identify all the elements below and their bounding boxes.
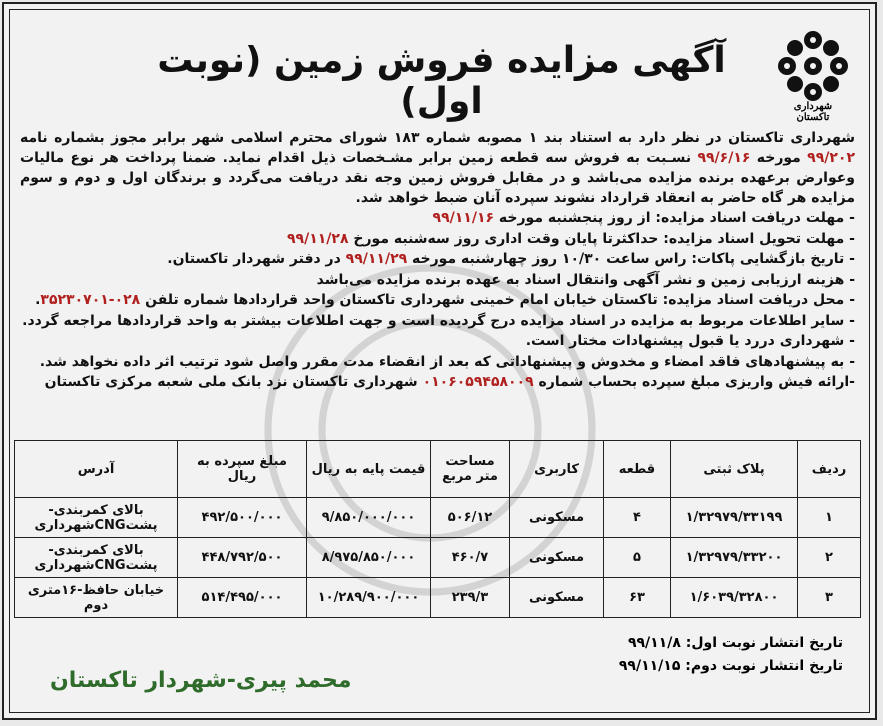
cell-plate: ۱/۶۰۳۹/۳۲۸۰۰ (671, 578, 798, 618)
table-header-row (15, 441, 861, 498)
intro-part1: شهرداری تاکستان در نظر دارد به استناد بند ۱ مصوبه شماره ۱۸۳ شورای محترم اسلامی شهر برابر مجوز بشماره نامه (20, 130, 855, 146)
letter-date: ۹۹/۶/۱۶ (697, 150, 751, 166)
cell-usage: مسکونی (510, 538, 604, 578)
conditions-list (20, 208, 855, 393)
second-pub-label: تاریخ انتشار نوبت دوم: (680, 658, 843, 674)
cell-plate: ۱/۳۲۹۷۹/۳۳۱۹۹ (671, 498, 798, 538)
item-after: در دفتر شهردار تاکستان. (167, 251, 346, 267)
first-publication (619, 632, 843, 655)
cell-plate: ۱/۳۲۹۷۹/۳۳۲۰۰ (671, 538, 798, 578)
col-header-deposit: مبلغ سپرده به ریال (178, 441, 307, 498)
table-row (15, 498, 861, 538)
col-header-row-no: ردیف (798, 441, 861, 498)
land-table (14, 440, 861, 618)
list-item (20, 249, 855, 270)
cell-area: ۴۶۰/۷ (431, 538, 510, 578)
item-highlight: ۹۹/۱۱/۲۹ (345, 251, 408, 267)
item-highlight: ۰۱۰۶۰۵۹۴۵۸۰۰۹ (422, 374, 534, 390)
intro-part3: نسـبت به فروش سه قطعه زمین برابر مشـخصات ذیل اقدام نماید. ضمنا پرداخت هر نوع مالیات وعوارض برعهده برنده مزایده می‌باشد و در مقابل فروش زمین وجه نقد دریافت می‌گردد و برندگان اول و دوم و سوم مزایده هر گاه حاضر به انعقاد قرارداد نشوند سپرده آنان ضبط خواهد شد. (20, 150, 855, 206)
cell-row-no: ۱ (798, 498, 861, 538)
cell-area: ۲۳۹/۳ (431, 578, 510, 618)
municipality-logo-icon (773, 26, 853, 106)
item-text: - مهلت دریافت اسناد مزایده: از روز پنجشنبه مورخه (494, 210, 855, 226)
ad-title: آگهی مزایده فروش زمین (نوبت اول) (157, 40, 726, 122)
cell-base-price: ۱۰/۲۸۹/۹۰۰/۰۰۰ (307, 578, 431, 618)
cell-base-price: ۹/۸۵۰/۰۰۰/۰۰۰ (307, 498, 431, 538)
item-text: - به پیشنهادهای فاقد امضاء و مخدوش و پیشنهاداتی که بعد از انقضاء مدت مقرر واصل شود ترتیب اثر داده نخواهد شد. (39, 353, 855, 370)
item-after: شهرداری تاکستان نزد بانک ملی شعبه مرکزی تاکستان (44, 374, 423, 390)
cell-deposit: ۴۹۲/۵۰۰/۰۰۰ (178, 498, 307, 538)
intro-part2: مورخه (750, 150, 808, 166)
cell-area: ۵۰۶/۱۲ (431, 498, 510, 538)
second-publication (619, 655, 843, 678)
cell-address: بالای کمربندی-پشتCNGشهرداری (15, 498, 178, 538)
ad-body (20, 128, 855, 393)
cell-address: خیابان حافظ-۱۶متری دوم (15, 578, 178, 618)
letter-number: ۹۹/۲۰۲ (807, 150, 855, 166)
col-header-plate: پلاک ثبتی (671, 441, 798, 498)
table-row (15, 538, 861, 578)
cell-row-no: ۲ (798, 538, 861, 578)
item-text: - مهلت تحویل اسناد مزایده: حداکثرتا پایان وقت اداری روز سه‌شنبه مورخ (348, 230, 855, 247)
first-pub-date: ۹۹/۱۱/۸ (627, 635, 681, 651)
item-text: - شهرداری دررد یا قبول پیشنهادات مختار است. (525, 333, 855, 349)
item-highlight: ۰۲۸-۳۵۲۳۰۷۰۱ (40, 292, 141, 308)
col-header-area: مساحت متر مربع (431, 441, 510, 498)
col-header-address: آدرس (15, 441, 178, 498)
mayor-signature: محمد پیری-شهردار تاکستان (50, 668, 352, 693)
item-text: - محل دریافت اسناد مزایده: تاکستان خیابان امام خمینی شهرداری تاکستان واحد قراردادها شماره تلفن (140, 292, 855, 308)
list-item (20, 229, 855, 250)
cell-row-no: ۳ (798, 578, 861, 618)
list-item (20, 372, 855, 393)
cell-plot: ۵ (604, 538, 671, 578)
cell-address: بالای کمربندی-پشتCNGشهرداری (15, 538, 178, 578)
item-highlight: ۹۹/۱۱/۲۸ (287, 230, 349, 247)
list-item (20, 331, 855, 352)
intro-paragraph (20, 128, 855, 208)
cell-deposit: ۴۴۸/۷۹۲/۵۰۰ (178, 538, 307, 578)
item-highlight: ۹۹/۱۱/۱۶ (432, 210, 495, 226)
col-header-usage: کاربری (510, 441, 604, 498)
item-after: . (35, 292, 41, 308)
item-text: - سایر اطلاعات مربوط به مزایده در اسناد مزایده درج گردیده است و جهت اطلاعات بیشتر به واحد قراردادها مراجعه گردد. (22, 312, 855, 329)
list-item (20, 352, 855, 373)
item-text: -ارائه فیش واریزی مبلغ سپرده بحساب شماره (533, 374, 855, 390)
cell-base-price: ۸/۹۷۵/۸۵۰/۰۰۰ (307, 538, 431, 578)
cell-usage: مسکونی (510, 578, 604, 618)
col-header-base-price: قیمت پایه به ریال (307, 441, 431, 498)
logo-caption: شهرداری تاکستان (793, 101, 833, 123)
list-item (20, 311, 855, 332)
cell-plot: ۴ (604, 498, 671, 538)
cell-plot: ۶۳ (604, 578, 671, 618)
table-row (15, 578, 861, 618)
publication-dates (619, 632, 843, 678)
item-text: - هزینه ارزیابی زمین و نشر آگهی وانتقال اسناد به عهده برنده مزایده می‌باشد (316, 271, 855, 288)
cell-usage: مسکونی (510, 498, 604, 538)
col-header-plot: قطعه (604, 441, 671, 498)
list-item (20, 270, 855, 291)
cell-deposit: ۵۱۴/۴۹۵/۰۰۰ (178, 578, 307, 618)
first-pub-label: تاریخ انتشار نوبت اول: (680, 635, 843, 651)
second-pub-date: ۹۹/۱۱/۱۵ (618, 658, 681, 674)
item-text: - تاریخ بازگشایی پاکات: راس ساعت ۱۰/۳۰ روز چهارشنبه مورخه (407, 251, 855, 267)
list-item (20, 208, 855, 229)
list-item (20, 290, 855, 311)
